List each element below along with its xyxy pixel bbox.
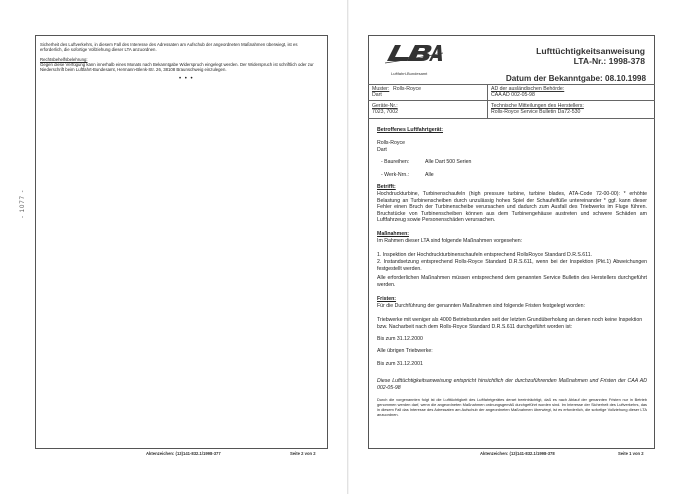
serial-numbers-label: - Werk-Nrn.: [381, 172, 410, 178]
foreign-ad-label: AD der ausländischen Behörde: [491, 86, 565, 92]
right-footer-page-number: Seite 1 von 2 [618, 451, 644, 456]
table-middle-line [368, 100, 655, 101]
affected-aircraft-heading: Betroffenes Luftfahrtgerät: [377, 127, 443, 133]
measures-item-1: 1. Inspektion der Hochdruckturbinenschaufeln entsprechend RollsRoyce Standard D.R.S.611. [377, 252, 593, 258]
measures-note: Alle erforderlichen Maßnahmen müssen entsprechend dem genannten Service Bulletin des Herstellers durchgeführt werden. [377, 275, 647, 288]
ellipsis-mark: • • • [179, 76, 194, 82]
foreign-ad-value: CAA AD 002-05-98 [491, 92, 535, 98]
page-number-side-mark: - 1077 - [20, 189, 26, 218]
measures-item-2: 2. Instandsetzung entsprechend Rolls-Royce Standard D.R.S.611, wenn bei der Inspektion (Pkt.1) Abweichungen festgestellt werden. [377, 259, 647, 272]
model-value-2: Dart [372, 92, 382, 98]
series-value: Alle Dart 500 Serien [425, 159, 472, 165]
affected-manufacturer: Rolls-Royce [377, 140, 405, 146]
left-intro-text: Sicherheit des Luftverkehrs, in diesem Fall des Interesse des Adressaten am Aufschub der angeordneten Maßnahmen überwiegt, ist es erforderlich, die sofortige Vollziehung dieser LTA anzuordnen. [40, 42, 298, 53]
deadline-date-2: Bis zum 31.12.2001 [377, 361, 423, 367]
device-number-value: 7023, 7002 [372, 109, 398, 115]
legal-remedy-text: Gegen diese Verfügung kann innerhalb eines Monats nach Bekanntgabe Widerspruch eingelegt werden. Der Widerspruch ist schriftlich oder zur Niederschrift beim Luftfahrt-Bundesamt, Hermann-Blenk-Str. 26, 38108 Braunschweig einzulegen. [40, 62, 314, 73]
device-number-label: Geräte-Nr.: [372, 103, 398, 109]
lba-logo [385, 43, 443, 69]
manufacturer-notes-value: Rolls-Royce Service Bulletin Da72-530 [491, 109, 581, 115]
left-footer-reference: Aktenzeichen: (13)141-832.1/1998-377 [146, 451, 221, 456]
deadlines-condition-1: Triebwerke mit weniger als 4000 Betriebsstunden seit der letzten Grundüberholung an denen noch keine Inspektion bzw. Nacharbeit nach dem Rolls-Royce Standard D.R.S.611 durchgeführt worden ist: [377, 317, 643, 330]
deadlines-heading: Fristen: [377, 296, 397, 302]
left-page [0, 0, 348, 494]
document-title: Lufttüchtigkeitsanweisung [536, 46, 645, 56]
measures-heading: Maßnahmen: [377, 231, 409, 237]
affected-model: Dart [377, 147, 387, 153]
manufacturer-notes-label: Technische Mitteilungen des Herstellers: [491, 103, 584, 109]
model-label: Muster: [372, 86, 390, 92]
model-value: Rolls-Royce [393, 86, 421, 92]
serial-numbers-value: Alle [425, 172, 434, 178]
table-top-line [368, 84, 655, 85]
lba-logo-subtitle: Luftfahrt-Bundesamt [391, 71, 428, 76]
measures-intro: Im Rahmen dieser LTA sind folgende Maßnahmen vorgesehen: [377, 238, 523, 244]
announcement-date: Datum der Bekanntgabe: 08.10.1998 [505, 74, 646, 83]
left-page-frame [35, 35, 328, 449]
series-label: - Baureihen: [381, 159, 410, 165]
subject-heading: Betrifft: [377, 184, 396, 190]
right-footer-reference: Aktenzeichen: (13)141-832.1/1998-378 [480, 451, 555, 456]
table-bottom-line [368, 118, 655, 119]
legal-remedy-heading: Rechtsbehelfsbelehrung: [40, 57, 88, 62]
legal-justification-text: Durch die vorgenannten folgt ist die Lufttüchtigkeit des Luftfahrtgerätes derart beeinträchtigt, daß es nach Ablauf der genannten Fristen nur in Betrieb genommen werden darf, wenn die angeordneten Maßnahmen ordnungsgemäß durchgeführt worden sind. Im Interesse der Sicherheit des Luftverkehrs, das in diesem Fall das Interesse des Adressaten am Aufschub der angeordneten Maßnahmen überwiegt, ist es erforderlich, die sofortige Vollziehung dieser LTA anzuordnen. [377, 397, 647, 417]
deadlines-condition-2: Alle übrigen Triebwerke: [377, 348, 433, 354]
deadline-date-1: Bis zum 31.12.2000 [377, 336, 423, 342]
deadlines-intro: Für die Durchführung der genannten Maßnahmen sind folgende Fristen festgelegt worden: [377, 303, 585, 309]
correspondence-note: Diese Lufttüchtigkeitsanweisung entspricht hinsichtlich der durchzuführenden Maßnahmen und Fristen der CAA AD 002-05-98 [377, 378, 647, 391]
table-divider [487, 84, 488, 118]
subject-text: Hochdruckturbine, Turbinenschaufeln (high pressure turbine, turbine blades, ATA-Code 72-00-00): * erhöhte Belastung an Turbinenscheiben durch unzulässig hohes Spiel der Schaufelfüße untereinander * ggf. kann dieser Fehler einen Bruch der Turbinenscheibe verursachen und dadurch zum Ausfall des Triebwerks im Fluge führen. Bruchstücke von Turbinenscheiben können aus dem Turbinengehäuse austreten und schwere Schäden am Luftfahrzeug sowie Personenschäden verursachen. [377, 191, 647, 224]
lta-number: LTA-Nr.: 1998-378 [573, 56, 645, 66]
left-footer-page-number: Seite 2 von 2 [290, 451, 316, 456]
